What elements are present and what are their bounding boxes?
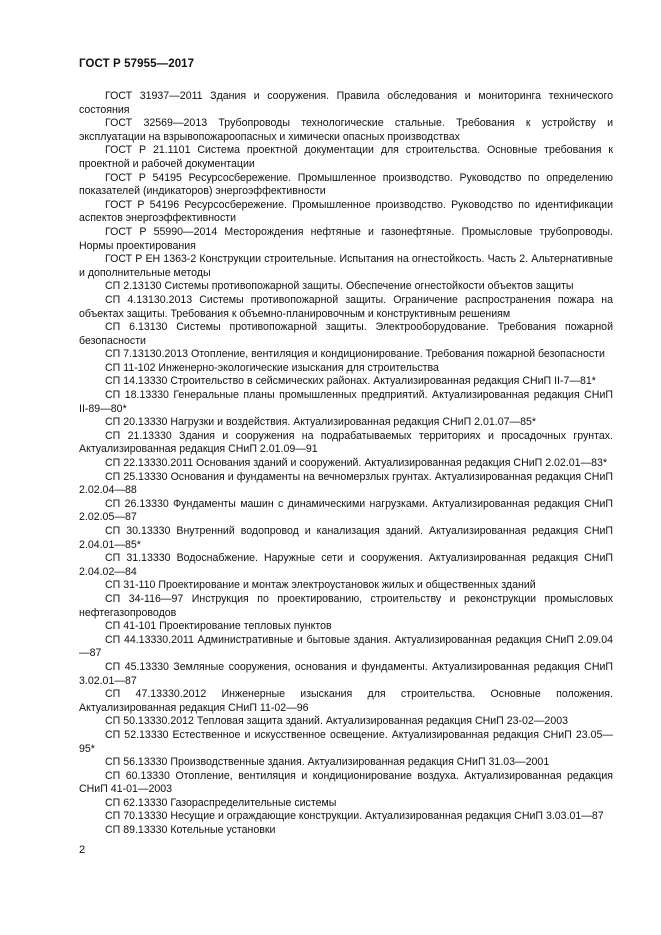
reference-item: СП 89.13330 Котельные установки: [105, 824, 276, 837]
reference-item: СП 25.13330 Основания и фундаменты на вечномерзлых грунтах. Актуализированная редакция СНиП 2.02.04—88: [79, 470, 613, 497]
reference-item: СП 30.13330 Внутренний водопровод и канализация зданий. Актуализированная редакция СНиП 2.04.01—85*: [79, 525, 613, 551]
reference-item: ГОСТ Р ЕН 1363-2 Конструкции строительные. Испытания на огнестойкость. Часть 2. Альтернативные и дополнительные методы: [79, 253, 613, 279]
reference-item: СП 45.13330 Земляные сооружения, основания и фундаменты. Актуализированная редакция СНиП 3.02.01—87: [79, 660, 613, 687]
reference-item: ГОСТ Р 54195 Ресурсосбережение. Промышленное производство. Руководство по определению показателей (индикаторов) энергоэффективности: [79, 171, 613, 198]
reference-item: СП 52.13330 Естественное и искусственное освещение. Актуализированная редакция СНиП 23.05—95*: [79, 728, 613, 755]
reference-item: СП 62.13330 Газораспределительные системы: [105, 796, 337, 809]
reference-item: ГОСТ Р 55990—2014 Месторождения нефтяные и газонефтяные. Промысловые трубопроводы. Нормы проектирования: [79, 225, 613, 252]
page-number: 2: [79, 844, 86, 856]
reference-item: СП 50.13330.2012 Тепловая защита зданий. Актуализированная редакция СНиП 23-02—2003: [105, 715, 568, 728]
document-code-header: ГОСТ Р 57955—2017: [79, 58, 195, 70]
reference-item: СП 56.13330 Производственные здания. Актуализированная редакция СНиП 31.03—2001: [105, 756, 550, 769]
reference-item: СП 44.13330.2011 Административные и бытовые здания. Актуализированная редакция СНиП 2.09.04—87: [79, 633, 613, 660]
references-list: [79, 90, 613, 838]
reference-item: СП 21.13330 Здания и сооружения на подрабатываемых территориях и просадочных грунтах. Актуализированная редакция СНиП 2.01.09—91: [79, 429, 613, 456]
reference-item: СП 26.13330 Фундаменты машин с динамическими нагрузками. Актуализированная редакция СНиП 2.02.05—87: [79, 497, 613, 524]
reference-item: ГОСТ Р 54196 Ресурсосбережение. Промышленное производство. Руководство по идентификации аспектов энергоэффективности: [79, 198, 613, 225]
reference-item: ГОСТ Р 21.1101 Система проектной документации для строительства. Основные требования к проектной и рабочей документации: [79, 144, 613, 170]
reference-item: СП 31-110 Проектирование и монтаж электроустановок жилых и общественных зданий: [105, 579, 536, 592]
reference-item: СП 70.13330 Несущие и ограждающие конструкции. Актуализированная редакция СНиП 3.03.01—87: [105, 810, 604, 823]
reference-item: СП 34-116—97 Инструкция по проектированию, строительству и реконструкции промысловых нефтегазопроводов: [79, 592, 613, 619]
reference-item: ГОСТ 32569—2013 Трубопроводы технологические стальные. Требования к устройству и эксплуатации на взрывопожароопасных и химически опасных производствах: [79, 117, 613, 143]
reference-item: СП 6.13130 Системы противопожарной защиты. Электрооборудование. Требования пожарной безопасности: [79, 321, 613, 347]
reference-item: СП 11-102 Инженерно-экологические изыскания для строительства: [105, 361, 439, 374]
reference-item: СП 60.13330 Отопление, вентиляция и кондиционирование воздуха. Актуализированная редакция СНиП 41-01—2003: [79, 769, 613, 796]
reference-item: СП 31.13330 Водоснабжение. Наружные сети и сооружения. Актуализированная редакция СНиП 2.04.02—84: [79, 552, 613, 578]
reference-item: ГОСТ 31937—2011 Здания и сооружения. Правила обследования и мониторинга технического состояния: [79, 90, 613, 116]
reference-item: СП 7.13130.2013 Отопление, вентиляция и кондиционирование. Требования пожарной безопасности: [105, 348, 605, 361]
reference-item: СП 47.13330.2012 Инженерные изыскания для строительства. Основные положения. Актуализированная редакция СНиП 11-02—96: [79, 688, 613, 714]
reference-item: СП 20.13330 Нагрузки и воздействия. Актуализированная редакция СНиП 2.01.07—85*: [105, 416, 536, 429]
reference-item: СП 22.13330.2011 Основания зданий и сооружений. Актуализированная редакция СНиП 2.02.01—83*: [105, 457, 608, 470]
reference-item: СП 18.13330 Генеральные планы промышленных предприятий. Актуализированная редакция СНиП II-89—80*: [79, 389, 613, 415]
reference-item: СП 4.13130.2013 Системы противопожарной защиты. Ограничение распространения пожара на объектах защиты. Требования к объемно-планировочным и конструктивным решениям: [79, 293, 613, 320]
reference-item: СП 2.13130 Системы противопожарной защиты. Обеспечение огнестойкости объектов защиты: [105, 280, 574, 293]
reference-item: СП 14.13330 Строительство в сейсмических районах. Актуализированная редакция СНиП II-7—81*: [105, 375, 596, 388]
reference-item: СП 41-101 Проектирование тепловых пунктов: [105, 620, 332, 633]
